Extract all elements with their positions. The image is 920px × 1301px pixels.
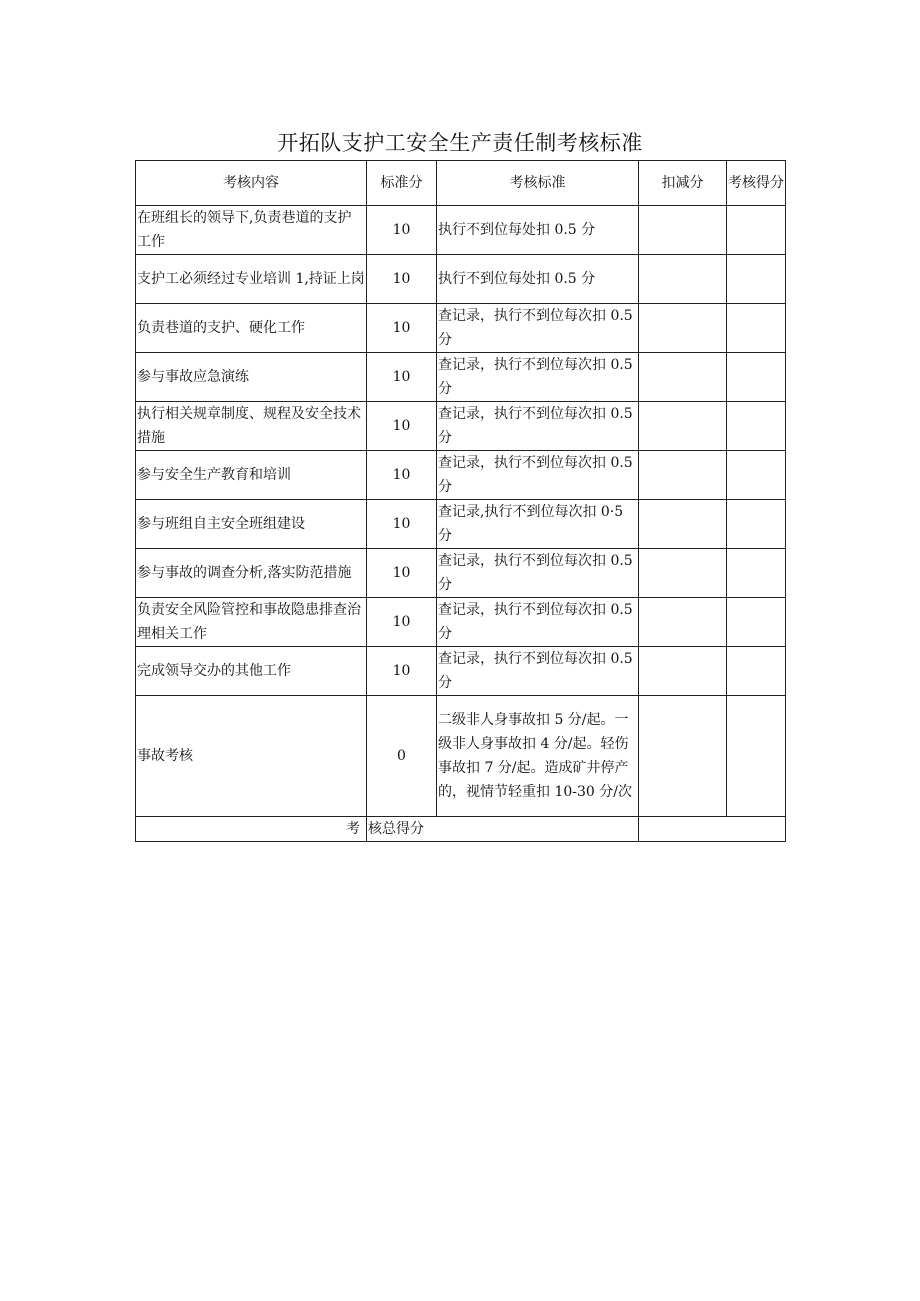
row-standard-score: 10: [367, 500, 437, 549]
row-standard-score: 10: [367, 598, 437, 647]
row-content: 参与事故应急演练: [136, 353, 367, 402]
row-standard-score: 10: [367, 549, 437, 598]
row-criteria: 查记录，执行不到位每次扣 0.5 分: [437, 402, 639, 451]
row-criteria: 查记录，执行不到位每次扣 0.5 分: [437, 647, 639, 696]
row-deduction[interactable]: [639, 549, 727, 598]
row-content: 负责巷道的支护、硬化工作: [136, 304, 367, 353]
row-deduction[interactable]: [639, 255, 727, 304]
row-criteria: 执行不到位每处扣 0.5 分: [437, 255, 639, 304]
header-score: 考核得分: [727, 161, 786, 206]
row-deduction[interactable]: [639, 500, 727, 549]
table-row: [136, 647, 786, 696]
header-criteria: 考核标准: [437, 161, 639, 206]
assessment-table: [135, 160, 786, 842]
row-criteria: 查记录，执行不到位每次扣 0.5 分: [437, 353, 639, 402]
row-content: 支护工必须经过专业培训 1,持证上岗: [136, 255, 367, 304]
accident-result[interactable]: [727, 696, 786, 817]
row-criteria: 查记录，执行不到位每次扣 0.5 分: [437, 451, 639, 500]
row-content: 参与事故的调查分析,落实防范措施: [136, 549, 367, 598]
page-title: 开拓队支护工安全生产责任制考核标准: [277, 131, 643, 155]
total-label-left: 考: [136, 817, 367, 842]
row-standard-score: 10: [367, 304, 437, 353]
row-result[interactable]: [727, 304, 786, 353]
accident-content: 事故考核: [136, 696, 367, 817]
row-standard-score: 10: [367, 402, 437, 451]
table-row: [136, 304, 786, 353]
table-row: [136, 255, 786, 304]
header-standard-score: 标准分: [367, 161, 437, 206]
table-row: [136, 549, 786, 598]
row-content: 在班组长的领导下,负责巷道的支护工作: [136, 206, 367, 255]
row-standard-score: 10: [367, 451, 437, 500]
table-row: [136, 206, 786, 255]
row-result[interactable]: [727, 353, 786, 402]
row-criteria: 执行不到位每处扣 0.5 分: [437, 206, 639, 255]
row-content: 负责安全风险管控和事故隐患排查治理相关工作: [136, 598, 367, 647]
row-deduction[interactable]: [639, 402, 727, 451]
row-content: 执行相关规章制度、规程及安全技术措施: [136, 402, 367, 451]
accident-row: [136, 696, 786, 817]
row-content: 参与班组自主安全班组建设: [136, 500, 367, 549]
accident-criteria: 二级非人身事故扣 5 分/起。一级非人身事故扣 4 分/起。轻伤事故扣 7 分/起。造成矿井停产的，视情节轻重扣 10-30 分/次: [437, 696, 639, 817]
row-result[interactable]: [727, 206, 786, 255]
row-standard-score: 10: [367, 206, 437, 255]
row-result[interactable]: [727, 598, 786, 647]
row-criteria: 查记录,执行不到位每次扣 0·5 分: [437, 500, 639, 549]
accident-standard-score: 0: [367, 696, 437, 817]
total-value[interactable]: [639, 817, 786, 842]
header-deduction: 扣减分: [639, 161, 727, 206]
row-result[interactable]: [727, 451, 786, 500]
table-row: [136, 500, 786, 549]
row-result[interactable]: [727, 255, 786, 304]
row-deduction[interactable]: [639, 598, 727, 647]
row-result[interactable]: [727, 647, 786, 696]
row-criteria: 查记录，执行不到位每次扣 0.5 分: [437, 304, 639, 353]
row-standard-score: 10: [367, 255, 437, 304]
row-result[interactable]: [727, 549, 786, 598]
header-content: 考核内容: [136, 161, 367, 206]
row-result[interactable]: [727, 500, 786, 549]
row-standard-score: 10: [367, 353, 437, 402]
row-deduction[interactable]: [639, 647, 727, 696]
total-label-right: 核总得分: [367, 817, 639, 842]
table-row: [136, 353, 786, 402]
total-row: [136, 817, 786, 842]
row-content: 完成领导交办的其他工作: [136, 647, 367, 696]
table-row: [136, 402, 786, 451]
row-deduction[interactable]: [639, 206, 727, 255]
row-criteria: 查记录，执行不到位每次扣 0.5 分: [437, 598, 639, 647]
table-row: [136, 598, 786, 647]
row-result[interactable]: [727, 402, 786, 451]
row-content: 参与安全生产教育和培训: [136, 451, 367, 500]
table-row: [136, 451, 786, 500]
row-deduction[interactable]: [639, 451, 727, 500]
row-deduction[interactable]: [639, 353, 727, 402]
table-header-row: [136, 161, 786, 206]
accident-deduction[interactable]: [639, 696, 727, 817]
row-deduction[interactable]: [639, 304, 727, 353]
row-criteria: 查记录，执行不到位每次扣 0.5 分: [437, 549, 639, 598]
row-standard-score: 10: [367, 647, 437, 696]
